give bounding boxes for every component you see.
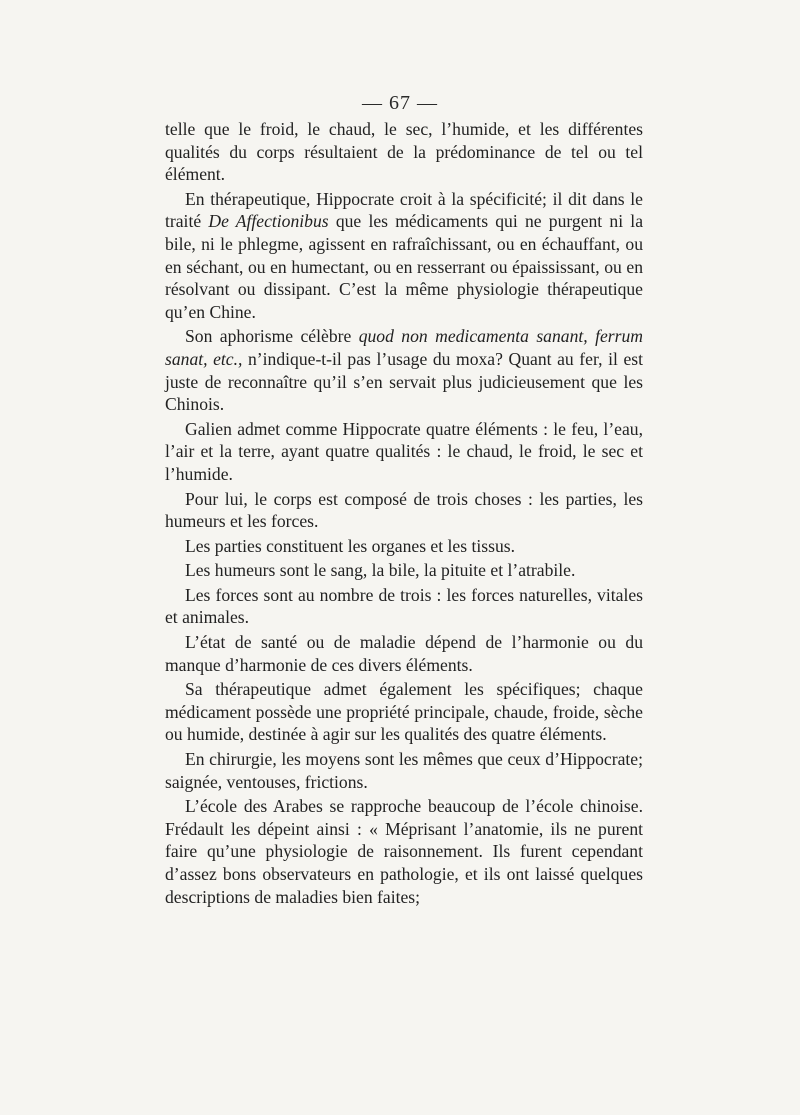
text-segment: Les forces sont au nombre de trois : les forces naturelles, vitales et animales. bbox=[165, 584, 643, 628]
text-segment: En chirurgie, les moyens sont les mêmes que ceux d’Hippocrate; saignée, ventouses, frictions. bbox=[165, 749, 643, 792]
text-segment: En thérapeutique, Hippocrate croit à la spécificité; il dit dans le traité bbox=[165, 188, 643, 232]
paragraph bbox=[165, 418, 643, 486]
body-text bbox=[165, 118, 643, 910]
text-segment: Pour lui, le corps est composé de trois choses : les parties, les humeurs et les forces. bbox=[165, 488, 643, 532]
text-segment: n’indique-t-il pas l’usage du moxa? Quant au fer, il est juste de reconnaître qu’il s’en servait plus judicieusement que les Chinois. bbox=[165, 348, 643, 415]
text-segment: Galien admet comme Hippocrate quatre éléments : le feu, l’eau, l’air et la terre, ayant quatre qualités : le chaud, le froid, le sec et l’humide. bbox=[165, 418, 643, 484]
page-number: — 67 — bbox=[362, 92, 438, 114]
paragraph bbox=[165, 188, 643, 324]
paragraph bbox=[165, 748, 643, 793]
text-segment: que les médicaments qui ne purgent ni la bile, ni le phlegme, agissent en rafraîchissant, ou en échauffant, ou en séchant, ou en humectant, ou en resserrant ou épaississant, ou en résolvant ou dissipant. C’est la même physiologie thérapeutique qu’en Chine. bbox=[165, 211, 644, 322]
text-segment: Les parties constituent les organes et les tissus. bbox=[185, 535, 515, 556]
paragraph bbox=[165, 678, 643, 746]
text-segment: Sa thérapeutique admet également les spécifiques; chaque médicament possède une propriété principale, chaude, froide, sèche ou humide, destinée à agir sur les qualités des quatre éléments. bbox=[165, 679, 643, 745]
italic-quotation: quod non medicamenta sanant, ferrum sanat, etc., bbox=[165, 326, 643, 369]
paragraph bbox=[165, 584, 643, 629]
text-segment: L’état de santé ou de maladie dépend de l’harmonie ou du manque d’harmonie de ces divers éléments. bbox=[165, 632, 643, 675]
text-segment: Son aphorisme célèbre bbox=[185, 326, 359, 347]
italic-title: De Affectionibus bbox=[208, 211, 329, 232]
text-segment: L’école des Arabes se rapproche beaucoup de l’école chinoise. Frédault les dépeint ainsi : « Méprisant l’anatomie, ils ne purent faire qu’une physiologie de raisonnement. Ils furent cependant d’assez bons observateurs en pathologie, et ils ont laissé quelques descriptions de maladies bien faites; bbox=[165, 796, 643, 907]
paragraph bbox=[165, 325, 643, 415]
paragraph bbox=[165, 631, 643, 676]
paragraph bbox=[165, 559, 643, 582]
paragraph bbox=[165, 535, 643, 558]
paragraph bbox=[165, 795, 643, 908]
text-segment: Les humeurs sont le sang, la bile, la pituite et l’atrabile. bbox=[185, 560, 576, 581]
text-segment: telle que le froid, le chaud, le sec, l’humide, et les différentes qualités du corps résultaient de la prédominance de tel ou tel élément. bbox=[165, 119, 643, 185]
paragraph bbox=[165, 118, 643, 186]
paragraph bbox=[165, 488, 643, 533]
